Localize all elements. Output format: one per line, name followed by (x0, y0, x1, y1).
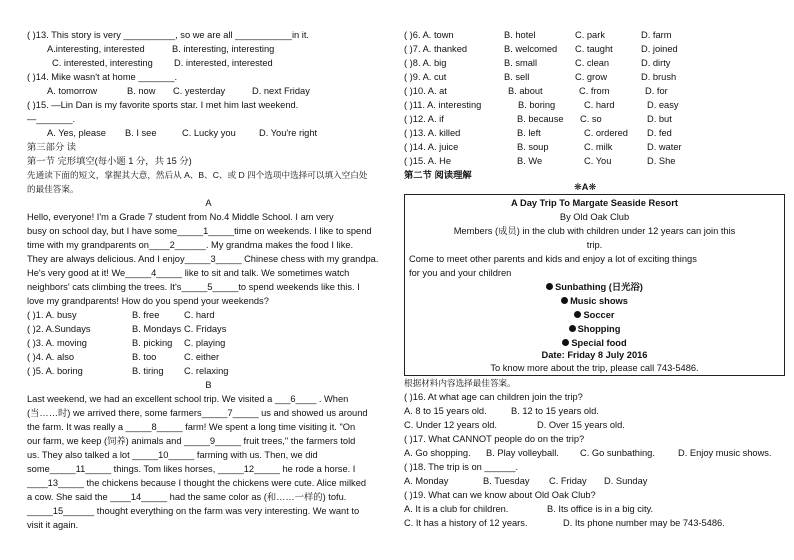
passage-b-line: (当……时) we arrived there, some farmers_____7_____ us and showed us around (27, 408, 368, 418)
mc-2-option-b: B. Mondays (132, 324, 182, 334)
q17-option-a: A. Go shopping. (404, 448, 471, 458)
bullet-icon (569, 325, 576, 332)
question-17: ( )17. What CANNOT people do on the trip? (404, 434, 585, 444)
passage-b-line: our farm, we keep (饲养) animals and _____9_____ fruit trees," the farmers told (27, 436, 356, 446)
passage-a-marker: ❋A❋ (574, 182, 597, 192)
mc-12-option-c: C. so (580, 114, 602, 124)
ad-activity-item (405, 323, 784, 336)
passage-b-line: _____15______ thought everything on the farm was very interesting. We want to (27, 506, 360, 516)
mc-1-question: ( )1. A. busy (27, 310, 77, 320)
q19-option-a: A. It is a club for children. (404, 504, 509, 514)
mc-7-question: ( )7. A. thanked (404, 44, 468, 54)
ad-title: A Day Trip To Margate Seaside Resort (511, 198, 678, 208)
mc-10-question: ( )10. A. at (404, 86, 447, 96)
mc-4-question: ( )4. A. also (27, 352, 75, 362)
question-15: ( )15. —Lin Dan is my favorite sports star. I met him last weekend. (27, 100, 299, 110)
activity-label: Shopping (577, 324, 621, 334)
mc-11-question: ( )11. A. interesting (404, 100, 482, 110)
section-1-heading: 第一节 完形填空(每小题 1 分，共 15 分) (27, 156, 192, 166)
reading-instructions: 根据材料内容选择最佳答案。 (404, 378, 516, 388)
q15-option-d: D. You're right (259, 128, 318, 138)
mc-8-question: ( )8. A. big (404, 58, 447, 68)
passage-a-line: time with my grandparents on____2______. My grandma makes the food I like. (27, 240, 354, 250)
q16-option-b: B. 12 to 15 years old. (511, 406, 599, 416)
ad-activity-item (405, 281, 784, 294)
mc-2-option-c: C. Fridays (184, 324, 227, 334)
mc-11-option-b: B. boring (518, 100, 556, 110)
q17-option-d: D. Enjoy music shows. (678, 448, 772, 458)
ad-by-line: By Old Oak Club (559, 212, 630, 222)
question-19: ( )19. What can we know about Old Oak Club? (404, 490, 596, 500)
q19-option-d: D. Its phone number may be 743-5486. (563, 518, 725, 528)
q13-option-b: B. interesting, interesting (172, 44, 275, 54)
q17-option-b: B. Play volleyball. (486, 448, 559, 458)
ad-date: Date: Friday 8 July 2016 (541, 350, 648, 360)
q19-option-b: B. Its office is in a big city. (547, 504, 654, 514)
mc-8-option-d: D. dirty (641, 58, 671, 68)
passage-b-line: visit it again. (27, 520, 79, 530)
activity-label: Sunbathing (日光浴) (555, 282, 643, 292)
bullet-icon (562, 339, 569, 346)
q13-option-c: C. interested, interesting (52, 58, 153, 68)
passage-b-line: ____13_____ the chickens because I thought the chickens were cute. Alice milked (27, 478, 367, 488)
mc-15-question: ( )15. A. He (404, 156, 452, 166)
mc-14-option-d: D. water (647, 142, 682, 152)
q16-option-d: D. Over 15 years old. (537, 420, 625, 430)
q18-option-b: B. Tuesday (483, 476, 530, 486)
mc-4-option-b: B. too (132, 352, 157, 362)
ad-activity-item (405, 295, 784, 308)
q14-option-a: A. tomorrow (47, 86, 98, 96)
ad-come-line-1: Come to meet other parents and kids and enjoy a lot of exciting things (409, 254, 697, 264)
mc-13-option-c: C. ordered (584, 128, 628, 138)
mc-6-option-b: B. hotel (504, 30, 536, 40)
mc-4-option-c: C. either (184, 352, 220, 362)
q19-option-c: C. It has a history of 12 years. (404, 518, 528, 528)
bullet-icon (546, 283, 553, 290)
instructions-line-1: 先通读下面的短文，掌握其大意，然后从 A、B、C、或 D 四个选项中选择可以填入空白处 (27, 170, 368, 180)
passage-b-line: a cow. She said the ____14_____ had the same color as (和……一样的) tofu. (27, 492, 347, 502)
mc-13-option-d: D. fed (647, 128, 672, 138)
mc-6-option-c: C. park (575, 30, 605, 40)
section-2-heading: 第二节 阅读理解 (404, 170, 472, 180)
mc-1-option-b: B. free (132, 310, 160, 320)
passage-a-line: neighbors' cats climbing the trees. It's_____5_____to spend weekends like this. I (27, 282, 360, 292)
mc-9-option-c: C. grow (575, 72, 608, 82)
mc-11-option-c: C. hard (584, 100, 615, 110)
activity-label: Special food (571, 338, 627, 348)
mc-10-option-c: C. from (579, 86, 610, 96)
mc-11-option-d: D. easy (647, 100, 679, 110)
q17-option-c: C. Go sunbathing. (580, 448, 655, 458)
q16-option-c: C. Under 12 years old. (404, 420, 498, 430)
mc-12-question: ( )12. A. if (404, 114, 444, 124)
mc-10-option-d: D. for (645, 86, 668, 96)
mc-12-option-d: D. but (647, 114, 672, 124)
mc-3-question: ( )3. A. moving (27, 338, 87, 348)
mc-13-option-b: B. left (517, 128, 541, 138)
q14-option-b: B. now (127, 86, 156, 96)
mc-12-option-b: B. because (517, 114, 564, 124)
mc-9-option-d: D. brush (641, 72, 677, 82)
mc-14-option-c: C. milk (584, 142, 613, 152)
mc-6-question: ( )6. A. town (404, 30, 454, 40)
ad-members-line-1: Members (成员) in the club with children under 12 years can join this (453, 226, 736, 236)
mc-2-question: ( )2. A.Sundays (27, 324, 91, 334)
mc-5-option-c: C. relaxing (184, 366, 229, 376)
mc-7-option-c: C. taught (575, 44, 613, 54)
mc-5-option-b: B. tiring (132, 366, 164, 376)
instructions-line-2: 的最佳答案。 (27, 184, 79, 194)
mc-10-option-b: B. about (508, 86, 543, 96)
mc-14-question: ( )14. A. juice (404, 142, 459, 152)
bullet-icon (561, 297, 568, 304)
mc-3-option-b: B. picking (132, 338, 173, 348)
passage-a-line: busy on school day, but I have some_____1_____time on weekends. I like to spend (27, 226, 372, 236)
q14-option-d: D. next Friday (252, 86, 310, 96)
mc-9-option-b: B. sell (504, 72, 530, 82)
mc-14-option-b: B. soup (517, 142, 549, 152)
ad-call-line: To know more about the trip, please call 743-5486. (490, 363, 699, 373)
mc-9-question: ( )9. A. cut (404, 72, 447, 82)
mc-6-option-d: D. farm (641, 30, 672, 40)
question-14: ( )14. Mike wasn't at home _______. (27, 72, 178, 82)
q15-option-c: C. Lucky you (182, 128, 236, 138)
question-18: ( )18. The trip is on ______. (404, 462, 519, 472)
mc-3-option-c: C. playing (184, 338, 226, 348)
mc-7-option-b: B. welcomed (504, 44, 558, 54)
question-15-blank: —_______. (27, 114, 76, 124)
q18-option-c: C. Friday (549, 476, 587, 486)
mc-7-option-d: D. joined (641, 44, 678, 54)
mc-8-option-b: B. small (504, 58, 538, 68)
activity-label: Soccer (583, 310, 615, 320)
mc-15-option-b: B. We (517, 156, 543, 166)
passage-b-line: Last weekend, we had an excellent school trip. We visited a ___6____ . When (27, 394, 349, 404)
passage-b-title: B (205, 380, 212, 390)
passage-a-line: Hello, everyone! I'm a Grade 7 student from No.4 Middle School. I am very (27, 212, 334, 222)
question-16: ( )16. At what age can children join the trip? (404, 392, 583, 402)
mc-13-question: ( )13. A. killed (404, 128, 461, 138)
ad-members-line-2: trip. (586, 240, 603, 250)
passage-b-line: the farm. It was really a _____8_____ farm! We spent a long time visiting it. "On (27, 422, 356, 432)
mc-5-question: ( )5. A. boring (27, 366, 83, 376)
passage-b-line: us. They also talked a lot _____10_____ farming with us. Then, we did (27, 450, 318, 460)
q15-option-a: A. Yes, please (47, 128, 106, 138)
passage-a-line: They are always delicious. And I enjoy_____3_____ Chinese chess with my grandpa. (27, 254, 379, 264)
mc-8-option-c: C. clean (575, 58, 610, 68)
passage-a-line: He's very good at it! We_____4_____ like to sit and talk. We sometimes watch (27, 268, 350, 278)
activity-label: Music shows (570, 296, 628, 306)
mc-1-option-c: C. hard (184, 310, 215, 320)
passage-a-line: love my grandparents! How do you spend your weekends? (27, 296, 269, 306)
q14-option-c: C. yesterday (173, 86, 226, 96)
q18-option-d: D. Sunday (604, 476, 648, 486)
q18-option-a: A. Monday (404, 476, 449, 486)
question-13: ( )13. This story is very __________, so we are all ___________in it. (27, 30, 310, 40)
advertisement-box (404, 194, 785, 376)
mc-15-option-d: D. She (647, 156, 676, 166)
part-3-heading: 第三部分 读 (27, 142, 77, 152)
q16-option-a: A. 8 to 15 years old. (404, 406, 487, 416)
mc-15-option-c: C. You (584, 156, 612, 166)
passage-b-line: some_____11_____ things. Tom likes horses, _____12_____ he rode a horse. I (27, 464, 356, 474)
passage-a-title: A (205, 198, 212, 208)
bullet-icon (574, 311, 581, 318)
ad-activity-item (405, 309, 784, 322)
q13-option-d: D. interested, interested (174, 58, 273, 68)
q15-option-b: B. I see (125, 128, 157, 138)
ad-come-line-2: for you and your children (409, 268, 512, 278)
q13-option-a: A.interesting, interested (47, 44, 145, 54)
